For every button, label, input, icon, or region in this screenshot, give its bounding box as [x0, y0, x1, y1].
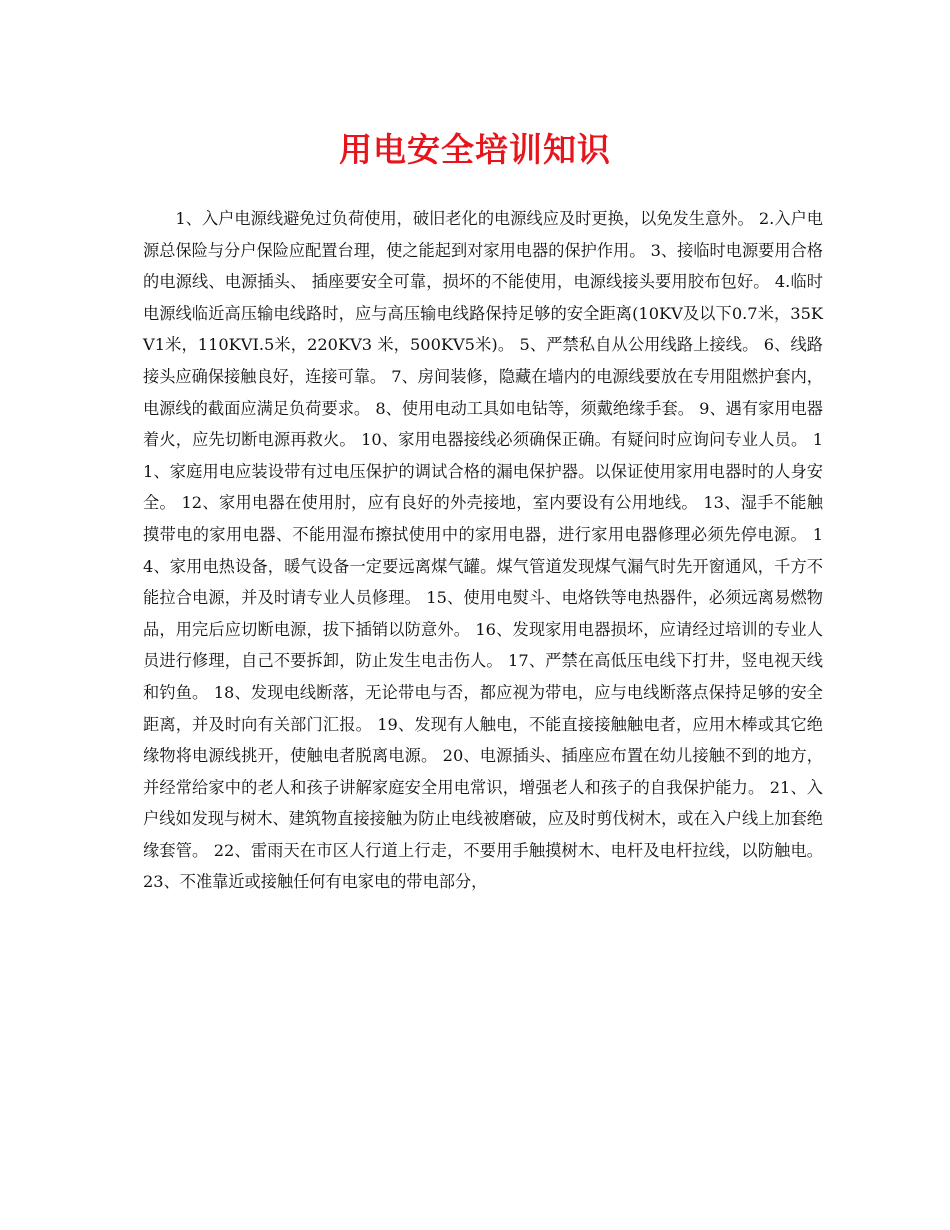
document-body-paragraph: 1、入户电源线避免过负荷使用，破旧老化的电源线应及时更换，以免发生意外。 2.入户电源总保险与分户保险应配置台理，使之能起到对家用电器的保护作用。 3、接临时电源要用合格的电源线、电源插头、 插座要安全可靠，损坏的不能使用，电源线接头要用胶布包好。 4.临时电源线临近高压输电线路时，应与高压输电线路保持足够的安全距离(10KV及以下0.7米，35KV1米，110KVI.5米，220KV3 米，500KV5米)。 5、严禁私自从公用线路上接线。 6、线路接头应确保接触良好，连接可靠。 7、房间装修，隐藏在墙内的电源线要放在专用阻燃护套内，电源线的截面应满足负荷要求。 8、使用电动工具如电钻等，须戴绝缘手套。 9、遇有家用电器着火，应先切断电源再救火。 10、家用电器接线必须确保正确。有疑问时应询问专业人员。 11、家庭用电应装设带有过电压保护的调试合格的漏电保护器。以保证使用家用电器时的人身安全。 12、家用电器在使用肘，应有良好的外壳接地，室内要设有公用地线。 13、湿手不能触摸带电的家用电器、不能用湿布擦拭使用中的家用电器，进行家用电器修理必须先停电源。 14、家用电热设备，暖气设备一定要远离煤气罐。煤气管道发现煤气漏气时先开窗通风，千方不能拉合电源，并及时请专业人员修理。 15、使用电熨斗、电烙铁等电热器件，必须远离易燃物品，用完后应切断电源，拔下插销以防意外。 16、发现家用电器损坏，应请经过培训的专业人员进行修理，自己不要拆卸，防止发生电击伤人。 17、严禁在高低压电线下打井，竖电视天线和钓鱼。 18、发现电线断落，无论带电与否，都应视为带电，应与电线断落点保持足够的安全距离，并及时向有关部门汇报。 19、发现有人触电，不能直接接触触电者，应用木棒或其它绝缘物将电源线挑开，使触电者脱离电源。 20、电源插头、插座应布置在幼儿接触不到的地方，并经常给家中的老人和孩子讲解家庭安全用电常识，增强老人和孩子的自我保护能力。 21、入户线如发现与树木、建筑物直接接触为防止电线被磨破，应及时剪伐树木，或在入户线上加套绝缘套管。 22、雷雨天在市区人行道上行走，不要用手触摸树木、电杆及电杆拉线，以防触电。 23、不准靠近或接触任何有电家电的带电部分， — [143, 209, 823, 892]
document-title: 用电安全培训知识 — [339, 130, 611, 169]
